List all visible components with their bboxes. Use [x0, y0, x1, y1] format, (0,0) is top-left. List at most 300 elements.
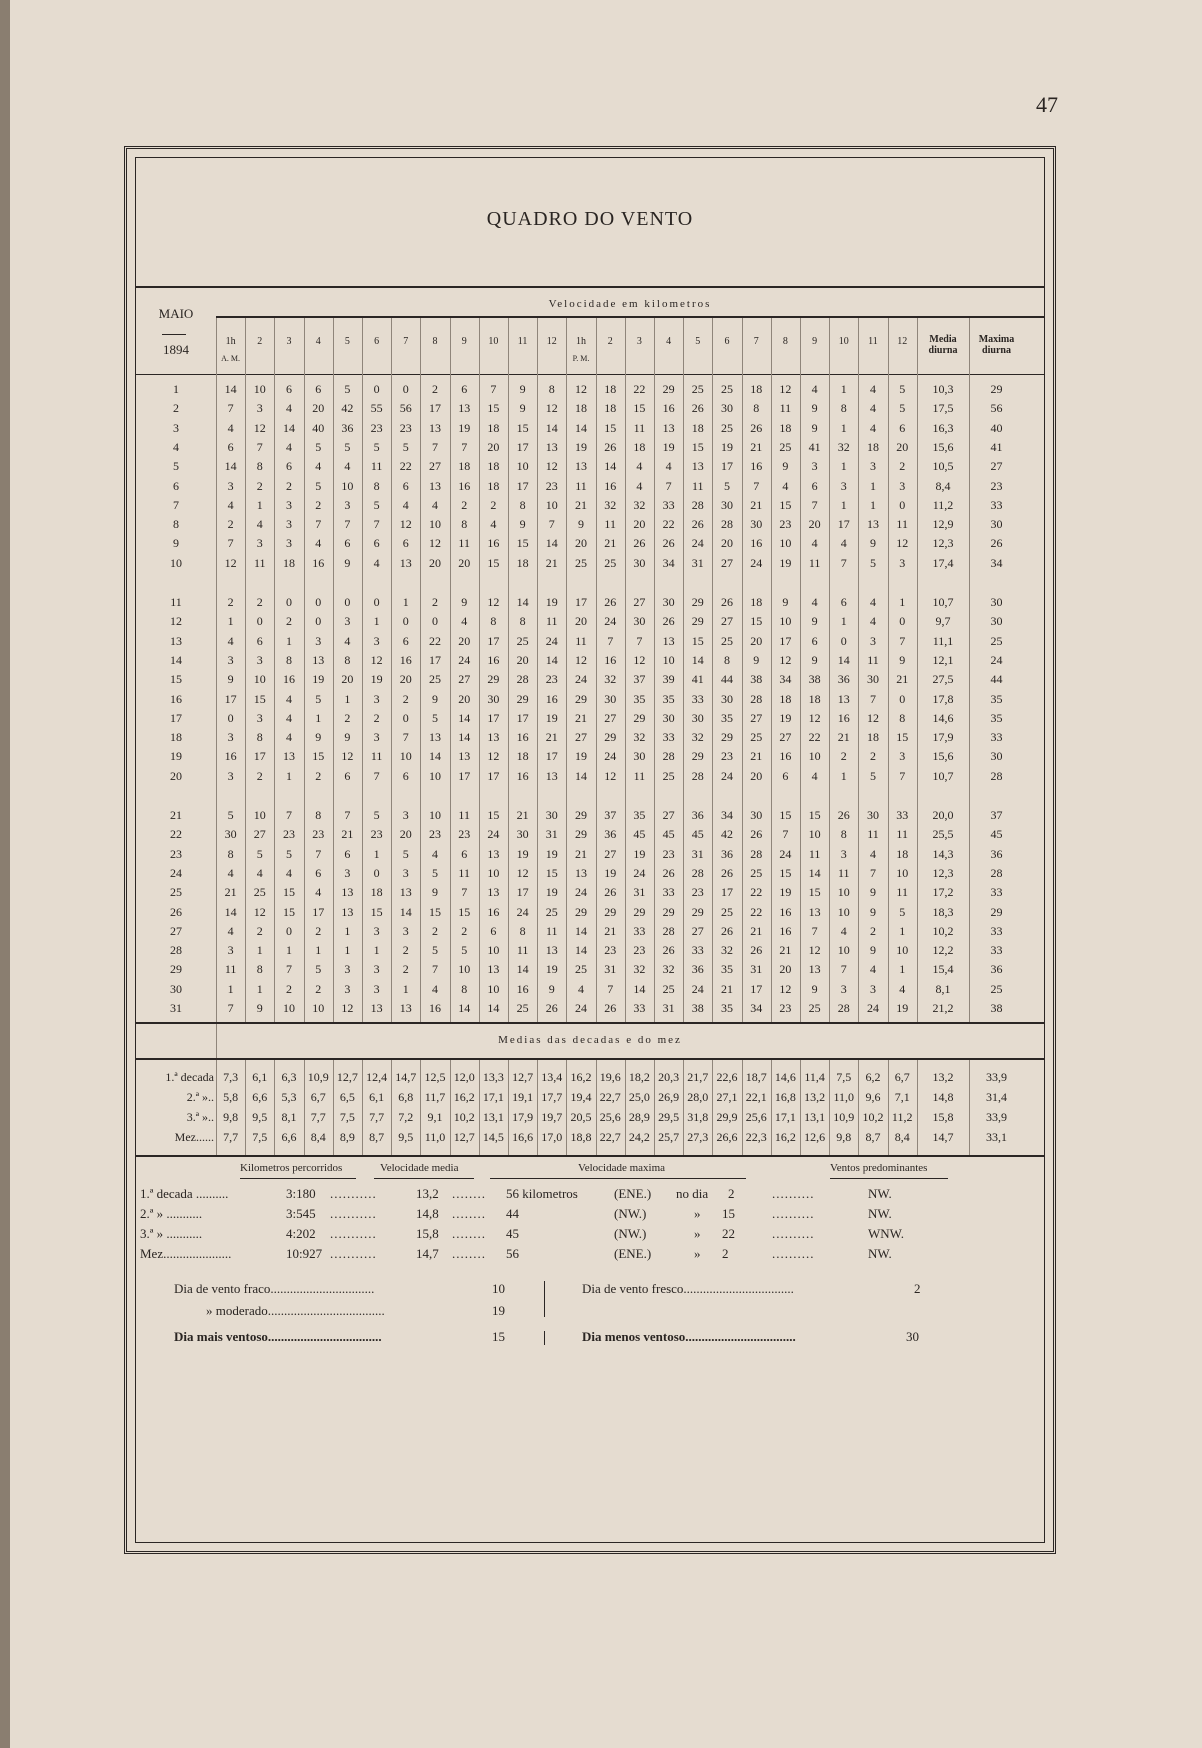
hour-value: 6 [256, 633, 263, 648]
media-hour-value: 7,5 [836, 1070, 852, 1084]
hour-value: 27 [633, 595, 646, 609]
hour-value: 0 [431, 614, 438, 629]
hour-value: 2 [373, 710, 380, 725]
hour-value: 20 [399, 672, 412, 687]
hour-value: 4 [431, 981, 438, 996]
media-hour-value: 5,8 [223, 1090, 239, 1104]
hour-value: 2 [461, 923, 468, 938]
media-hour-value: 18,8 [570, 1130, 592, 1144]
hour-value: 20 [574, 614, 587, 629]
media-diurna-value: 18,3 [932, 904, 954, 919]
hour-value: 15 [370, 904, 383, 919]
days-bottom-rule [136, 1022, 1044, 1024]
hour-value: 24 [633, 865, 646, 880]
hour-value: 18 [574, 401, 587, 416]
hour-value: 18 [750, 382, 763, 396]
hour-value: 3 [285, 536, 292, 551]
hour-header-cell: 11 [868, 336, 878, 347]
decada-label: Mez...... [174, 1130, 214, 1144]
hour-value: 13 [574, 459, 587, 474]
hour-header-cell: 8 [432, 336, 438, 347]
hour-value: 10 [428, 517, 441, 532]
hour-value: 29 [720, 730, 733, 745]
velocidade-maxima: 56 [506, 1246, 519, 1261]
hour-value: 7 [869, 691, 876, 706]
hour-value: 17 [428, 401, 441, 416]
hour-value: 33 [691, 943, 704, 958]
hour-value: 15 [312, 749, 325, 764]
hour-value: 11 [516, 943, 529, 958]
maxima-diurna-value: 37 [990, 808, 1003, 822]
hour-value: 10 [458, 962, 471, 977]
hour-value: 15 [516, 420, 529, 435]
hour-value: 18 [370, 885, 383, 900]
media-hour-value: 29,9 [716, 1110, 738, 1124]
maxima-diurna-value: 33 [990, 923, 1003, 938]
day-number: 23 [170, 846, 182, 861]
hour-value: 2 [431, 382, 438, 396]
hour-value: 27 [720, 555, 733, 570]
media-hour-value: 13,1 [482, 1110, 504, 1124]
hour-value: 29 [516, 691, 529, 706]
hour-value: 18 [604, 382, 617, 396]
hour-value: 0 [840, 633, 847, 648]
hour-value: 13 [399, 1001, 412, 1015]
hour-value: 5 [899, 904, 906, 919]
media-hour-value: 17,7 [541, 1090, 563, 1104]
hour-value: 11 [458, 808, 470, 822]
hour-header-cell: 6 [724, 336, 730, 347]
hour-value: 29 [604, 904, 617, 919]
hour-value: 4 [840, 536, 847, 551]
hour-value: 2 [315, 981, 322, 996]
hour-value: 1 [315, 710, 322, 725]
hour-value: 12 [253, 904, 266, 919]
hour-value: 1 [840, 768, 847, 783]
media-hour-value: 8,1 [281, 1110, 297, 1124]
dia-mais-ventoso-value: 15 [492, 1329, 505, 1344]
hour-value: 8 [490, 614, 497, 629]
book-spine [0, 0, 10, 1748]
velocidade-media: 13,2 [416, 1186, 439, 1201]
day-number: 25 [170, 885, 182, 900]
hour-value: 2 [869, 749, 876, 764]
velocidade-maxima: 44 [506, 1206, 519, 1221]
hour-value: 11 [633, 420, 646, 435]
vento-moderado-value: 19 [492, 1303, 505, 1318]
hour-value: 2 [315, 923, 322, 938]
hour-value: 13 [545, 768, 558, 783]
hour-value: 19 [312, 672, 325, 687]
media-hour-value: 20,3 [658, 1070, 680, 1084]
vento-predominante: NW. [868, 1186, 892, 1201]
hour-value: 18 [750, 595, 763, 609]
hour-value: 8 [548, 382, 555, 396]
dot-leader: ........... [330, 1246, 377, 1261]
hour-value: 14 [458, 1001, 471, 1015]
hour-value: 3 [869, 459, 876, 474]
hour-value: 17 [487, 710, 500, 725]
hour-header-cell: 1h [225, 336, 236, 347]
media-hour-value: 22,7 [599, 1090, 621, 1104]
hour-value: 25 [750, 730, 763, 745]
hour-value: 11 [808, 555, 821, 570]
summary-label: 1.ª decada .......... [140, 1186, 229, 1201]
hour-value: 8 [373, 478, 380, 493]
hour-value: 34 [662, 555, 675, 570]
hour-value: 20 [779, 962, 792, 977]
hour-value: 15 [808, 808, 821, 822]
media-hour-value: 10,9 [307, 1070, 329, 1084]
media-hour-value: 6,7 [894, 1070, 910, 1084]
media-hour-value: 8,4 [894, 1130, 910, 1144]
media-hour-value: 22,7 [599, 1130, 621, 1144]
hour-value: 0 [899, 497, 906, 512]
hour-value: 20 [458, 555, 471, 570]
dia-value: 22 [722, 1226, 735, 1241]
hour-value: 4 [869, 962, 876, 977]
hour-value: 7 [431, 962, 438, 977]
hour-value: 21 [750, 439, 763, 454]
hour-value: 10 [545, 497, 558, 512]
hour-value: 21 [574, 710, 587, 725]
hour-value: 18 [691, 420, 704, 435]
media-hour-value: 28,0 [687, 1090, 709, 1104]
hour-value: 24 [574, 1001, 587, 1015]
hour-value: 16 [458, 478, 471, 493]
hour-value: 13 [487, 730, 500, 745]
hour-value: 42 [341, 401, 354, 416]
hour-value: 35 [633, 691, 646, 706]
hour-value: 22 [633, 382, 646, 396]
hour-value: 13 [458, 401, 471, 416]
hour-value: 15 [545, 865, 558, 880]
media-hour-value: 11,0 [424, 1130, 446, 1144]
hour-value: 0 [373, 865, 380, 880]
media-hour-value: 27,3 [687, 1130, 709, 1144]
hour-value: 4 [869, 382, 876, 396]
hour-value: 14 [574, 923, 587, 938]
hour-value: 41 [691, 672, 704, 687]
hour-value: 0 [315, 595, 322, 609]
hour-value: 7 [869, 865, 876, 880]
hour-value: 31 [662, 1001, 675, 1015]
title-rule [136, 286, 1044, 288]
hour-value: 32 [604, 672, 617, 687]
hour-value: 9 [869, 885, 876, 900]
hour-value: 32 [662, 962, 675, 977]
hour-value: 19 [779, 885, 792, 900]
media-hour-value: 16,2 [570, 1070, 592, 1084]
hour-value: 4 [227, 497, 234, 512]
hour-value: 17 [487, 633, 500, 648]
hour-value: 11 [808, 846, 821, 861]
media-hour-value: 9,5 [252, 1110, 268, 1124]
hour-value: 5 [899, 401, 906, 416]
hour-value: 12 [779, 981, 792, 996]
hour-value: 23 [720, 749, 733, 764]
hour-value: 8 [344, 652, 351, 667]
hour-value: 45 [633, 827, 646, 842]
media-diurna-value: 12,2 [932, 943, 954, 958]
dia-mais-ventoso-label: Dia mais ventoso................................... [174, 1329, 382, 1344]
hour-value: 19 [458, 420, 471, 435]
hour-value: 4 [869, 401, 876, 416]
hour-value: 19 [720, 439, 733, 454]
media-hour-value: 11,0 [833, 1090, 855, 1104]
hour-value: 3 [840, 981, 847, 996]
hour-value: 23 [691, 885, 704, 900]
media-diurna-header: Media diurna [928, 334, 958, 356]
hour-value: 26 [604, 439, 617, 454]
media-diurna-value: 25,5 [932, 827, 954, 842]
media-diurna-value: 11,2 [932, 497, 954, 512]
media-diurna-value: 8,4 [935, 478, 951, 493]
hour-value: 6 [840, 595, 847, 609]
hour-value: 14 [224, 382, 237, 396]
hour-value: 0 [402, 614, 409, 629]
maxima-diurna-value: 34 [990, 555, 1003, 570]
day-number: 9 [173, 536, 179, 551]
hour-value: 27 [691, 923, 704, 938]
vento-fraco-value: 10 [492, 1281, 505, 1296]
hour-value: 35 [633, 808, 646, 822]
hour-value: 21 [341, 827, 354, 842]
hour-value: 12 [487, 595, 500, 609]
hour-value: 4 [811, 536, 818, 551]
hour-value: 10 [808, 827, 821, 842]
hour-value: 10 [896, 865, 909, 880]
hour-value: 9 [519, 382, 526, 396]
media-hour-value: 11,4 [804, 1070, 825, 1084]
media-hour-value: 12,5 [424, 1070, 446, 1084]
hour-value: 9 [344, 555, 351, 570]
hour-value: 18 [779, 691, 792, 706]
hour-value: 23 [458, 827, 471, 842]
hour-value: 13 [545, 439, 558, 454]
hour-value: 3 [840, 478, 847, 493]
hour-value: 16 [487, 652, 500, 667]
hour-value: 7 [636, 633, 643, 648]
hour-value: 19 [633, 846, 646, 861]
maxima-diurna-value: 30 [990, 595, 1003, 609]
hour-value: 30 [224, 827, 237, 842]
media-hour-value: 9,1 [427, 1110, 443, 1124]
media-diurna-value: 12,3 [932, 536, 954, 551]
hour-value: 10 [282, 1001, 295, 1015]
day-number: 5 [173, 459, 179, 474]
day-number: 11 [170, 595, 182, 609]
hour-value: 2 [431, 923, 438, 938]
hour-value: 5 [373, 808, 380, 822]
hour-value: 25 [720, 904, 733, 919]
hour-value: 5 [315, 962, 322, 977]
media-hour-value: 22,6 [716, 1070, 738, 1084]
media-hour-value: 31,8 [687, 1110, 709, 1124]
hour-value: 19 [516, 846, 529, 861]
hour-value: 31 [604, 962, 617, 977]
hour-header-cell: 5 [695, 336, 701, 347]
hour-value: 3 [227, 730, 234, 745]
hour-value: 4 [285, 439, 292, 454]
hour-value: 0 [344, 595, 351, 609]
table-frame [124, 146, 1056, 1554]
hour-value: 33 [691, 691, 704, 706]
media-hour-value: 17,9 [512, 1110, 534, 1124]
media-diurna-value: 15,4 [932, 962, 954, 977]
hour-value: 7 [402, 730, 409, 745]
hour-value: 0 [899, 614, 906, 629]
hour-value: 36 [604, 827, 617, 842]
hour-value: 1 [373, 943, 380, 958]
hour-header-cell: 12 [546, 336, 557, 347]
hour-value: 26 [691, 517, 704, 532]
hour-value: 16 [516, 981, 529, 996]
hour-value: 24 [604, 614, 617, 629]
maxima-diurna-value: 35 [990, 691, 1003, 706]
hour-value: 3 [256, 710, 263, 725]
hour-value: 10 [487, 943, 500, 958]
hour-value: 25 [516, 1001, 529, 1015]
hour-value: 6 [782, 768, 789, 783]
hour-value: 23 [779, 517, 792, 532]
hour-value: 13 [691, 459, 704, 474]
hour-value: 37 [633, 672, 646, 687]
media-hour-value: 19,6 [599, 1070, 621, 1084]
hour-value: 16 [662, 401, 675, 416]
hour-value: 24 [545, 633, 558, 648]
hour-value: 4 [840, 923, 847, 938]
hour-value: 23 [604, 943, 617, 958]
summary-header-km: Kilometros percorridos [240, 1162, 343, 1174]
media-hour-value: 6,6 [252, 1090, 268, 1104]
media-hour-value: 25,6 [745, 1110, 767, 1124]
dia-value: 15 [722, 1206, 735, 1221]
hour-value: 17 [574, 595, 587, 609]
hour-value: 20 [633, 517, 646, 532]
hour-value: 32 [633, 730, 646, 745]
hour-value: 10 [428, 768, 441, 783]
hour-value: 12 [399, 517, 412, 532]
hour-value: 5 [344, 382, 351, 396]
media-hour-value: 8,9 [339, 1130, 355, 1144]
hour-header-cell: 6 [374, 336, 380, 347]
hour-value: 7 [899, 633, 906, 648]
hour-value: 3 [373, 962, 380, 977]
hour-value: 7 [607, 981, 614, 996]
hour-value: 15 [750, 614, 763, 629]
hour-value: 4 [636, 459, 643, 474]
hour-value: 3 [315, 633, 322, 648]
maxima-diurna-value: 30 [990, 614, 1003, 629]
hour-value: 4 [256, 865, 263, 880]
hour-value: 16 [428, 1001, 441, 1015]
hour-header-cell: 4 [315, 336, 321, 347]
hour-value: 15 [487, 808, 500, 822]
hour-value: 6 [344, 846, 351, 861]
hour-value: 24 [866, 1001, 879, 1015]
hour-value: 1 [869, 497, 876, 512]
hour-value: 15 [691, 439, 704, 454]
hour-value: 10 [253, 382, 266, 396]
hour-value: 18 [604, 401, 617, 416]
hour-value: 14 [604, 459, 617, 474]
hour-value: 8 [753, 401, 760, 416]
media-diurna-value: 12,3 [932, 865, 954, 880]
media-hour-value: 7,7 [369, 1110, 385, 1124]
hour-value: 1 [402, 981, 409, 996]
hour-value: 7 [344, 808, 351, 822]
hour-value: 14 [691, 652, 704, 667]
media-hour-value: 19,7 [541, 1110, 563, 1124]
hour-value: 26 [662, 614, 675, 629]
velocidade-media: 14,7 [416, 1246, 439, 1261]
hour-value: 13 [370, 1001, 383, 1015]
media-diurna-value: 27,5 [932, 672, 954, 687]
ventos-rule [830, 1178, 948, 1179]
hour-value: 38 [808, 672, 821, 687]
day-number: 14 [170, 652, 182, 667]
km-percorridos: 10:927 [286, 1246, 323, 1261]
summary-header-ventos: Ventos predominantes [830, 1162, 928, 1174]
hour-value: 13 [341, 885, 354, 900]
hour-value: 8 [899, 710, 906, 725]
media-hour-value: 13,3 [482, 1070, 504, 1084]
hour-value: 27 [253, 827, 266, 842]
maxima-diurna-value: 33 [990, 730, 1003, 745]
hour-value: 4 [285, 730, 292, 745]
hour-value: 0 [285, 595, 292, 609]
hour-value: 9 [344, 730, 351, 745]
media-decada-value: 14,8 [932, 1090, 954, 1104]
hour-value: 13 [428, 478, 441, 493]
hour-value: 31 [545, 827, 558, 842]
media-hour-value: 6,3 [281, 1070, 297, 1084]
hour-value: 17 [428, 652, 441, 667]
hour-value: 7 [840, 962, 847, 977]
media-hour-value: 6,5 [339, 1090, 355, 1104]
hour-value: 7 [782, 827, 789, 842]
hour-header-cell: 10 [838, 336, 849, 347]
hour-value: 45 [662, 827, 675, 842]
dia-menos-ventoso-label: Dia menos ventoso.................................. [582, 1329, 796, 1344]
hour-header-cell: 8 [782, 336, 788, 347]
dot-leader: ........ [452, 1246, 486, 1261]
velocity-rule [216, 316, 1044, 318]
month-label: MAIO [158, 306, 194, 321]
hour-value: 34 [779, 672, 792, 687]
hour-value: 13 [808, 962, 821, 977]
hour-value: 11 [546, 923, 558, 938]
hour-value: 32 [604, 497, 617, 512]
hour-value: 1 [256, 981, 263, 996]
hour-value: 30 [691, 710, 704, 725]
hour-value: 11 [546, 614, 558, 629]
hour-value: 21 [604, 923, 617, 938]
hour-value: 20 [458, 691, 471, 706]
hour-value: 5 [431, 865, 438, 880]
media-diurna-value: 20,0 [932, 808, 954, 822]
hour-value: 20 [458, 633, 471, 648]
hour-value: 5 [285, 846, 292, 861]
velocidade-media: 15,8 [416, 1226, 439, 1241]
hour-value: 6 [402, 536, 409, 551]
hour-value: 18 [487, 420, 500, 435]
hour-value: 7 [461, 885, 468, 900]
hour-value: 4 [344, 459, 351, 474]
hour-value: 7 [461, 439, 468, 454]
hour-value: 1 [869, 478, 876, 493]
